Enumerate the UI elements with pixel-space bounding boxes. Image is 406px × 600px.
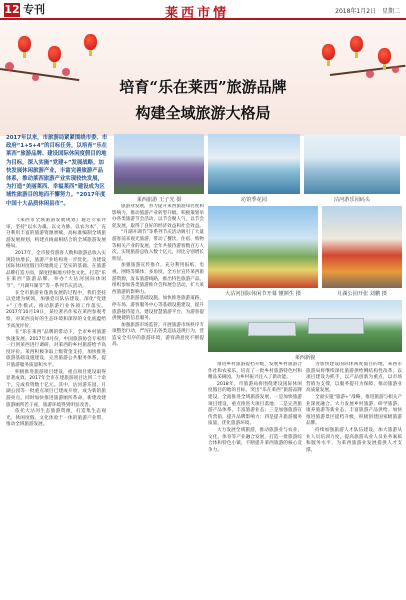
article-paragraph: 加强旅游宣传推介。充分利用报纸、电视、网络等媒体，多角度、全方位宣传莱西旅游资源，发布旅游线路，推出特色旅游产品。组织参加各类旅游推介会和展会活动，扩大莱西旅游的影响力。 [112, 263, 204, 295]
page-number: 12 [4, 3, 20, 16]
article-paragraph: 在全市旅游业蓬勃发展的过程中，我们坚持以党建为统领，加强党员队伍建设，深化“党建+”工作模式，推动旅游行业各项工作落实。2017年10月19日，某位著名作家在莱西参观考察，对莱西良好的生态环境和深厚的文化底蕴给予高度评价。 [6, 290, 106, 329]
article-paragraph: 全面实施“旅游+”战略，推进旅游与相关产业深度融合。大力发展乡村旅游、研学旅游、康养旅游等新业态，丰富旅游产品供给。加快推进旅游景区提档升级，积极创建国家级旅游品牌。 [306, 394, 402, 427]
blossom-icon [392, 66, 399, 73]
lantern-icon [18, 36, 31, 52]
article-column-1 [6, 218, 106, 596]
photo-caption: 大沽河国际休闲节开幕 懂颜生 摄 [225, 291, 301, 297]
article-paragraph: 在“乐在莱西”品牌的带动下，全市乡村旅游快速发展。2017年4月份，中国旅游协会专家组一行到莱西进行调研，对莱西的乡村旅游给予高度评价。莱西积极争取上级资金支持，加快推进旅游基础设施建设，完善旅游公共服务体系，提升旅游服务质量和水平。 [6, 330, 106, 369]
lantern-icon [350, 36, 363, 52]
photo-caption: 莱西旅游 王子光 摄 [136, 197, 182, 203]
weekday-text: 星期二 [381, 8, 400, 15]
newspaper-name: 莱西市情 [165, 6, 230, 21]
photo-flower-field [114, 134, 204, 194]
lantern-icon [322, 44, 335, 60]
article-paragraph: 推进乡村旅游提档升级，发展乡村旅游合作社和农家乐，培育了一批乡村旅游特色村和精品采摘园，为乡村振兴注入了新动能。 [208, 362, 302, 381]
lantern-icon [378, 48, 391, 64]
article-paragraph: 依托大沽河生态旅游资源，打造集生态观光、休闲度假、文化体验于一体的旅游产业带，推动全域旅游发展。 [6, 409, 106, 428]
photo-festival-opening [208, 206, 318, 288]
headline-line-2: 构建全域旅游大格局 [135, 104, 271, 122]
article-column-2 [112, 204, 204, 596]
photo-caption: 月湖公园开张 刘鹏 摄 [337, 291, 387, 297]
building-shape [308, 318, 364, 334]
article-paragraph: 旅游业发展，努力提升莱西旅游知名度和影响力，推动旅游产业转型升级。积极策划举办各类旅游节会活动，以节会聚人气，以节会促发展，取得了良好的经济效益和社会效益。 [112, 204, 204, 229]
article-paragraph: 加强旅游市场监管。开展旅游市场秩序专项整治行动，严厉打击各类违法违规行为，营造安全有序的旅游环境，游客满意度不断提高。 [112, 322, 204, 348]
article-paragraph: 2018年，市旅游局将围绕建设国际休闲度假目的地的目标，突出“乐在莱西”旅游品牌建设，全面推进全域旅游发展。一是加快旅游项目建设，重点推进大项目落地；二是完善旅游产品体系，丰富旅游业态；三是加强旅游宣传营销，提升品牌影响力；四是提升旅游服务质量，优化旅游环境。 [208, 381, 302, 427]
article-paragraph: 《莱西市全域旅游发展规划》通过专家评审，坚持“以水为魂、以文为脉、以农为本”，充分利用丰富的旅游资源禀赋，高标准编制全域旅游发展规划，构建点线面相结合的全域旅游发展格局。 [6, 218, 106, 250]
photo-city-view [208, 300, 402, 352]
photo-caption: 沽河游乐园码头 [333, 197, 371, 203]
building-shape [248, 322, 296, 336]
article-paragraph: 完善旅游基础设施。加快推进旅游道路、停车场、游客服务中心等基础设施建设，提升旅游接待能力。建设智慧旅游平台，为游客提供便捷的信息服务。 [112, 296, 204, 322]
article-paragraph: 积极推进旅游项目建设，重点项目建设取得显著成效。2017年全市在建旅游项目达到二十余个，完成投资数十亿元。其中，沽河游乐园、月湖公园等一批重点项目已建成开放，成为新的旅游亮点。同时加快推进旅游厕所革命，新建改建旅游厕所若干座，旅游环境得到明显改善。 [6, 369, 106, 408]
date-text: 2018年1月2日 [335, 8, 377, 15]
lantern-icon [48, 46, 61, 62]
photo-wharf [304, 134, 400, 194]
lantern-icon [84, 34, 97, 50]
lead-paragraph: 2017年以来，市旅游局紧紧围绕市委、市政府“1+5+4”的目标任务，以培育“乐在莱西”旅游品牌、建设国际休闲度假目的地为目标，深入实施“党建+”发展战略，加快发展休闲旅游产业，丰富完善旅游产品体系，推动莱西旅游产业实现较快发展，为打造“美丽莱西、幸福莱西”建设成为区域性旅游目的地而不懈努力。“2017年度中国十大品质休闲县市”。 [6, 135, 108, 207]
article-paragraph: 大力发展全域旅游，推动旅游业与农业、文化、体育等产业融合发展，打造一批旅游综合体和特色小镇，不断提升莱西旅游的核心竞争力。 [208, 427, 302, 453]
section-title: 专刊 [23, 3, 45, 16]
article-paragraph: 为加快建设国际休闲度假目的地，莱西市旅游局将继续深化旅游供给侧结构性改革，以项目建设为抓手，以产品创新为重点，以市场营销为支撑，以服务提升为保障，推动旅游业高质量发展。 [306, 362, 402, 394]
article-paragraph: 2017年，全市接待游客人数和旅游总收入实现较快增长，旅游产业结构进一步优化，为建设国际休闲度假目的地奠定了坚实的基础。在旅游品牌打造方面，深度挖掘地方特色文化，打造“乐在莱西”旅游品牌，举办“大沽河国际休闲节”、“月湖开湖节”等一系列节庆活动。 [6, 250, 106, 289]
blossom-icon [62, 68, 70, 76]
issue-date [331, 6, 400, 15]
headline-line-1: 培育“乐在莱西”旅游品牌 [119, 78, 287, 96]
photo-caption: 莱西新貌 [294, 355, 316, 361]
blossom-icon [5, 62, 14, 71]
article-column-3 [208, 362, 302, 596]
article-paragraph: “月湖开湖节”等系列节庆活动吸引了大量游客前来观光旅游，带动了餐饮、住宿、购物等相关产业的发展。全年共接待游客数百万人次，实现旅游总收入数十亿元，同比分别增长明显。 [112, 230, 204, 262]
banner [0, 22, 406, 136]
photo-garden [208, 134, 300, 194]
article-paragraph: 持续加强旅游人才队伍建设，加大旅游从业人员培训力度，提高旅游从业人员业务素质和服务水平，为莱西旅游业发展提供人才支撑。 [306, 427, 402, 453]
article-column-4 [306, 362, 402, 596]
photo-park-opening [322, 206, 402, 288]
masthead [0, 0, 406, 20]
photo-caption: 沁馆季花园 [241, 197, 267, 203]
